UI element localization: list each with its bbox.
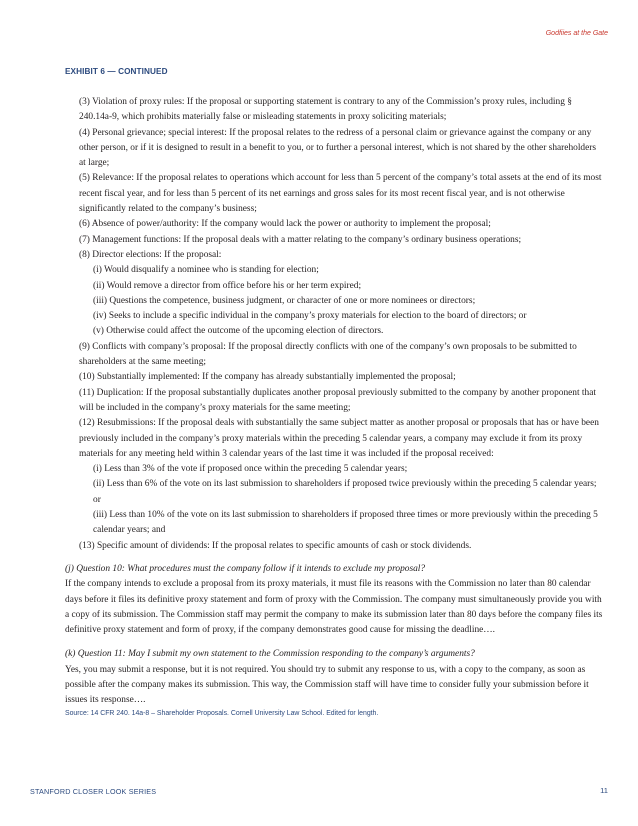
rule-item: (7) Management functions: If the proposal deals with a matter relating to the company’s ordinary business operations; [79,234,522,245]
rule-item: (i) Would disqualify a nominee who is standing for election; [93,265,319,276]
rule-item: (8) Director elections: If the proposal: [79,249,222,260]
rule-item: (iii) Questions the competence, business judgment, or character of one or more nominees or directors; [93,295,476,306]
rule-item: (4) Personal grievance; special interest: If the proposal relates to the redress of a personal claim or grievance against the company or any other person, or if it is designed to result in a benefit to you, or to further a personal interest, which is not shared by the other shareholders at large; [79,127,597,169]
rule-item: (ii) Would remove a director from office before his or her term expired; [93,280,362,291]
rule-item: (6) Absence of power/authority: If the company would lack the power or authority to implement the proposal; [79,219,491,230]
question-k-answer: Yes, you may submit a response, but it is not required. You should try to submit any response to us, with a copy to the company, as soon as possible after the company makes its submission. This way, the Commission staff will have time to consider fully your submission before it issues its response…. [65,664,589,706]
rule-item: (v) Otherwise could affect the outcome of the upcoming election of directors. [93,326,384,337]
rule-item: (12) Resubmissions: If the proposal deals with substantially the same subject matter as another proposal or proposals that has or have been previously included in the company’s proxy materials within the preceding 5 calendar years, a company may exclude it from its proxy materials for any meeting held within 3 calendar years of the last time it was included if the proposal received: [79,418,599,459]
rule-item: (3) Violation of proxy rules: If the proposal or supporting statement is contrary to any of the Commission’s proxy rules, including § 240.14a-9, which prohibits materially false or misleading statements in proxy soliciting materials; [79,97,572,123]
exhibit-heading: EXHIBIT 6 — CONTINUED [65,67,168,76]
rule-item: (9) Conflicts with company’s proposal: If the proposal directly conflicts with one of the company’s own proposals to be submitted to shareholders at the same meeting; [79,341,577,368]
question-j-answer: If the company intends to exclude a proposal from its proxy materials, it must file its reasons with the Commission no later than 80 calendar days before it files its definitive proxy statement and form of proxy with the Commission. The company must simultaneously provide you with a copy of its submission. The Commission staff may permit the company to make its submission later than 80 days before the company files its definitive proxy statement and form of proxy, if the company demonstrates good cause for missing the deadline…. [65,579,603,636]
rule-item: (iv) Seeks to include a specific individual in the company’s proxy materials for election to the board of directors; or [93,311,527,322]
rule-item: (5) Relevance: If the proposal relates to operations which account for less than 5 percent of the company’s total assets at the end of its most recent fiscal year, and for less than 5 percent of its net earnings and gross sales for its most recent fiscal year, and is not otherwise significantly related to the company’s business; [79,173,602,215]
rule-item: (ii) Less than 6% of the vote on its last submission to shareholders if proposed twice previously within the preceding 5 calendar years; or [93,479,597,505]
page-number: 11 [600,786,608,795]
question-j-block [65,562,605,638]
question-j-label: (j) Question 10: What procedures must the company follow if it intends to exclude my proposal? [65,563,426,574]
rule-item: (iii) Less than 10% of the vote on its last submission to shareholders if proposed three times or more previously within the preceding 5 calendar years; and [93,510,598,536]
question-k-block [65,647,605,708]
rule-item: (i) Less than 3% of the vote if proposed once within the preceding 5 calendar years; [93,464,408,475]
rule-item: (13) Specific amount of dividends: If the proposal relates to specific amounts of cash or stock dividends. [79,540,472,551]
rule-item: (10) Substantially implemented: If the company has already substantially implemented the proposal; [79,372,456,383]
rule-list [65,95,605,554]
source-citation: Source: 14 CFR 240. 14a-8 – Shareholder Proposals. Cornell University Law School. Edited for length. [65,709,379,717]
rule-item: (11) Duplication: If the proposal substantially duplicates another proposal previously submitted to the company by another proponent that will be included in the company’s proxy materials for the same meeting; [79,387,596,413]
document-body [65,95,605,719]
question-k-label: (k) Question 11: May I submit my own statement to the Commission responding to the company’s arguments? [65,649,475,660]
running-title: Godfiies at the Gate [545,30,608,37]
footer-series: STANFORD CLOSER LOOK SERIES [30,787,157,796]
